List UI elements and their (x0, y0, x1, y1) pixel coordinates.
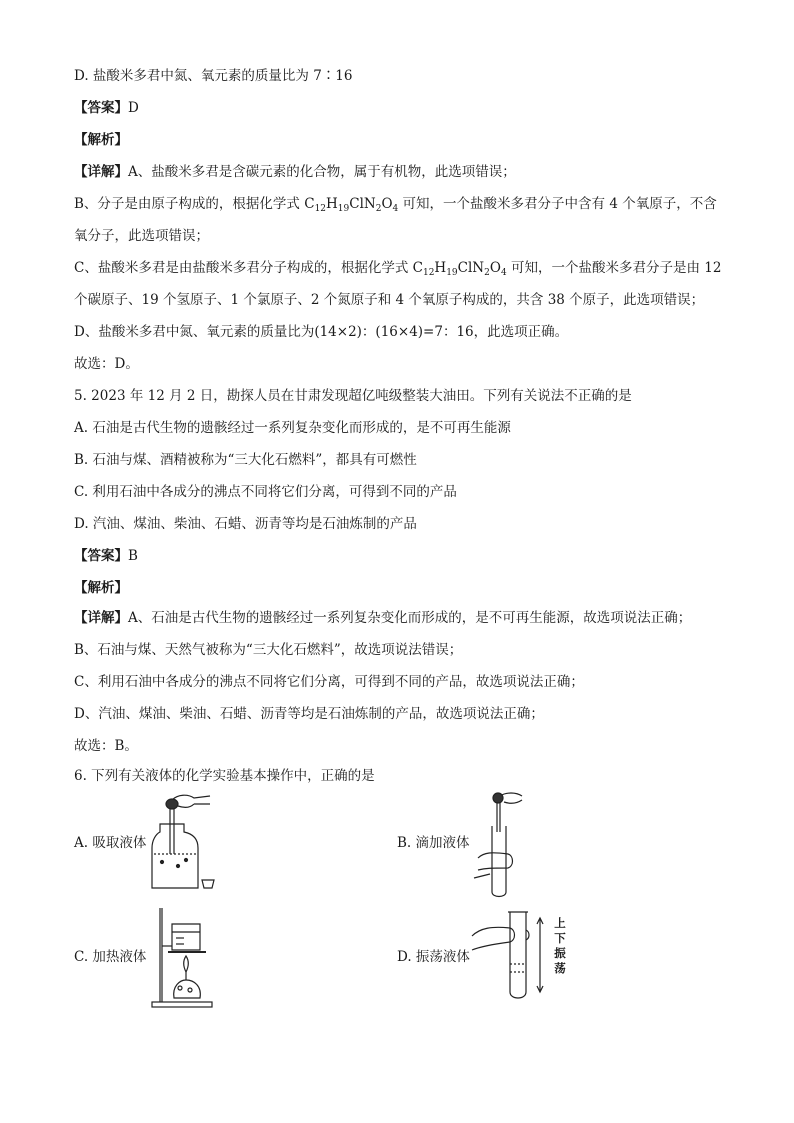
q6-stem: 6. 下列有关液体的化学实验基本操作中，正确的是 (74, 768, 375, 784)
q5-stem: 5. 2023 年 12 月 2 日，勘探人员在甘肃发现超亿吨级整装大油田。下列有关说法不正确的是 (74, 388, 632, 404)
q4-detail-b-line1: B、分子是由原子构成的，根据化学式 $C_{12}H_{19}ClN_2O_4$ 可知，一个盐酸米多君分子中含有 4 个氧原子，不含 (74, 196, 717, 214)
beaker-heating-figure (150, 906, 230, 1010)
q5-detail-a: 【详解】A、石油是古代生物的遗骸经过一系列复杂变化而形成的，是不可再生能源，故选项说法正确； (74, 610, 692, 626)
q4-detail-d: D、盐酸米多君中氮、氧元素的质量比为(14×2)：(16×4)=7：16，此选项正确。 (74, 324, 569, 340)
q4-option-d: D. 盐酸米多君中氮、氧元素的质量比为 7∶16 (74, 68, 353, 84)
dropper-into-tube-figure (470, 782, 530, 900)
shake-direction-label: 上 下 振 荡 (554, 916, 566, 975)
detail-tag: 【详解】 (74, 164, 128, 180)
q6-option-c-label: C. 加热液体 (74, 949, 147, 965)
answer-tag: 【答案】 (74, 548, 128, 564)
q5-option-a: A. 石油是古代生物的遗骸经过一系列复杂变化而形成的，是不可再生能源 (74, 420, 511, 436)
q4-detail-b-line2: 氧分子，此选项错误； (74, 228, 209, 244)
q4-answer: D (128, 100, 139, 116)
q6-option-b-label: B. 滴加液体 (397, 835, 470, 851)
q5-detail-b: B、石油与煤、天然气被称为“三大化石燃料”，故选项说法错误； (74, 642, 463, 658)
q4-detail-c-line1: C、盐酸米多君是由盐酸米多君分子构成的，根据化学式 $C_{12}H_{19}ClN_2O_4$ 可知，一个盐酸米多君分子是由 12 (74, 260, 722, 278)
answer-tag: 【答案】 (74, 100, 128, 116)
chemical-formula: $C_{12}H_{19}ClN_2O_4$ (412, 260, 507, 278)
q4-detail-a: 【详解】A、盐酸米多君是含碳元素的化合物，属于有机物，此选项错误； (74, 164, 516, 180)
q5-answer-line (74, 546, 138, 566)
q5-answer: B (128, 548, 138, 564)
q5-detail-d: D、汽油、煤油、柴油、石蜡、沥青等均是石油炼制的产品，故选项说法正确； (74, 706, 544, 722)
q4-answer-line (74, 98, 139, 118)
q5-option-b: B. 石油与煤、酒精被称为“三大化石燃料”，都具有可燃性 (74, 452, 417, 468)
q5-option-c: C. 利用石油中各成分的沸点不同将它们分离，可得到不同的产品 (74, 484, 457, 500)
q5-analysis-tag: 【解析】 (74, 580, 128, 596)
q5-detail-c: C、利用石油中各成分的沸点不同将它们分离，可得到不同的产品，故选项说法正确； (74, 674, 584, 690)
chemical-formula: $C_{12}H_{19}ClN_2O_4$ (304, 196, 399, 214)
q4-detail-c-line2: 个碳原子、19 个氢原子、1 个氯原子、2 个氮原子和 4 个氧原子构成的，共含 38 个原子，此选项错误； (74, 292, 705, 308)
q6-option-d-label: D. 振荡液体 (397, 949, 470, 965)
q4-conclusion: 故选：D。 (74, 356, 139, 372)
dropper-in-bottle-figure (150, 792, 222, 894)
q5-option-d: D. 汽油、煤油、柴油、石蜡、沥青等均是石油炼制的产品 (74, 516, 417, 532)
detail-tag: 【详解】 (74, 610, 128, 626)
tube-shaking-figure (470, 906, 544, 1004)
q5-conclusion: 故选：B。 (74, 738, 138, 754)
q6-option-a-label: A. 吸取液体 (74, 835, 147, 851)
q4-analysis-tag: 【解析】 (74, 132, 128, 148)
